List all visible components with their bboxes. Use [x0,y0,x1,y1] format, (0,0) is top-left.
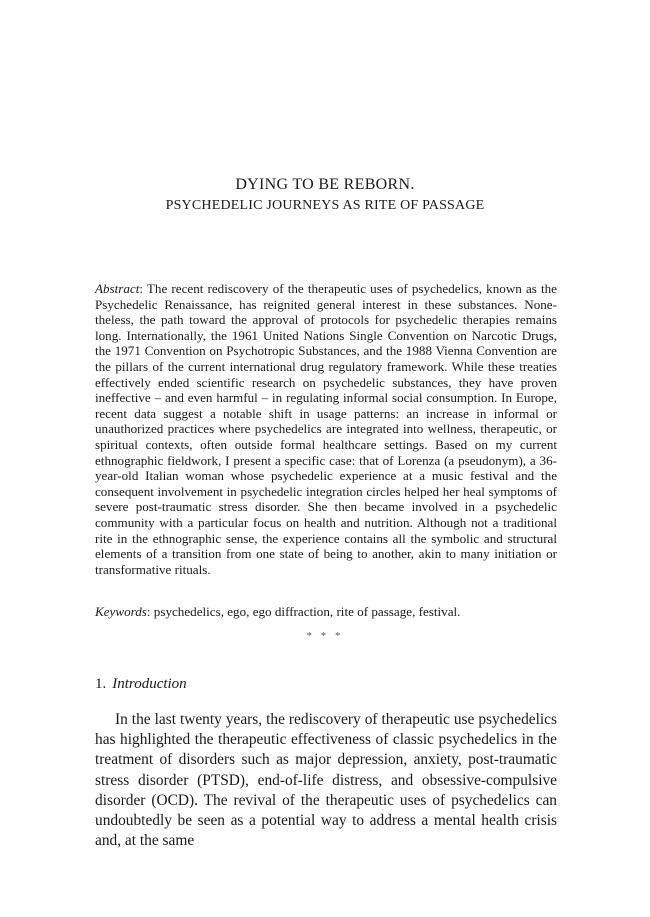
section-separator: * * * [306,630,344,642]
keywords-label: Keywords [95,604,147,619]
section-number: 1. [95,676,107,692]
section-heading [95,674,557,694]
body-paragraph: In the last twenty years, the rediscovery of therapeutic use psychedelics has highlighted the therapeutic effectiveness of classic psychedelics in the treatment of disorders such as major depression, anxiety, post-traumatic stress disorder (PTSD), end-of-life distress, and obsessive-compulsive disorder (OCD). The revival of the therapeutic uses of psychedelics can undoubtedly be seen as a potential way to address a mental health crisis and, at the same [95,711,557,850]
keywords [95,604,557,620]
paper-subtitle: PSYCHEDELIC JOURNEYS AS RITE OF PASSAGE [165,198,485,213]
title-block [0,174,650,216]
abstract-label: Abstract [95,281,140,296]
keywords-text: : psychedelics, ego, ego diffraction, rite of passage, festival. [146,604,461,619]
paper-title: DYING TO BE REBORN. [235,176,415,193]
abstract-text: : The recent rediscovery of the therapeutic uses of psychedelics, known as the Psychedelic Renaissance, has reignited general interest in these substances. Nonetheless, the path toward the approval of protocols for psychedelic therapies remains long. Internationally, the 1961 United Nations Single Convention on Narcotic Drugs, the 1971 Convention on Psychotropic Substances, and the 1988 Vienna Convention are the pillars of the current international drug regulatory framework. While these treaties effectively ended scientific research on psychedelic substances, they have proven ineffective – and even harmful – in regulating informal social consumption. In Europe, recent data suggest a notable shift in usage patterns: an increase in informal or unauthorized practices where psychedelics are integrated into wellness, therapeutic, or spiritual contexts, often outside formal healthcare settings. Based on my current ethnographic fieldwork, I present a specific case: that of Lorenza (a pseudonym), a 36-year-old Italian woman whose psychedelic experience at a music festival and the consequent involvement in psychedelic integration circles helped her heal symptoms of severe post-traumatic stress disorder. She then became involved in a psychedelic community with a particular focus on health and nutrition. Although not a traditional rite in the ethnographic sense, the experience contains all the symbolic and structural elements of a transition from one state of being to another, akin to many initiation or transformative rituals. [95,281,557,577]
abstract [95,281,557,577]
section-title: Introduction [112,676,187,692]
